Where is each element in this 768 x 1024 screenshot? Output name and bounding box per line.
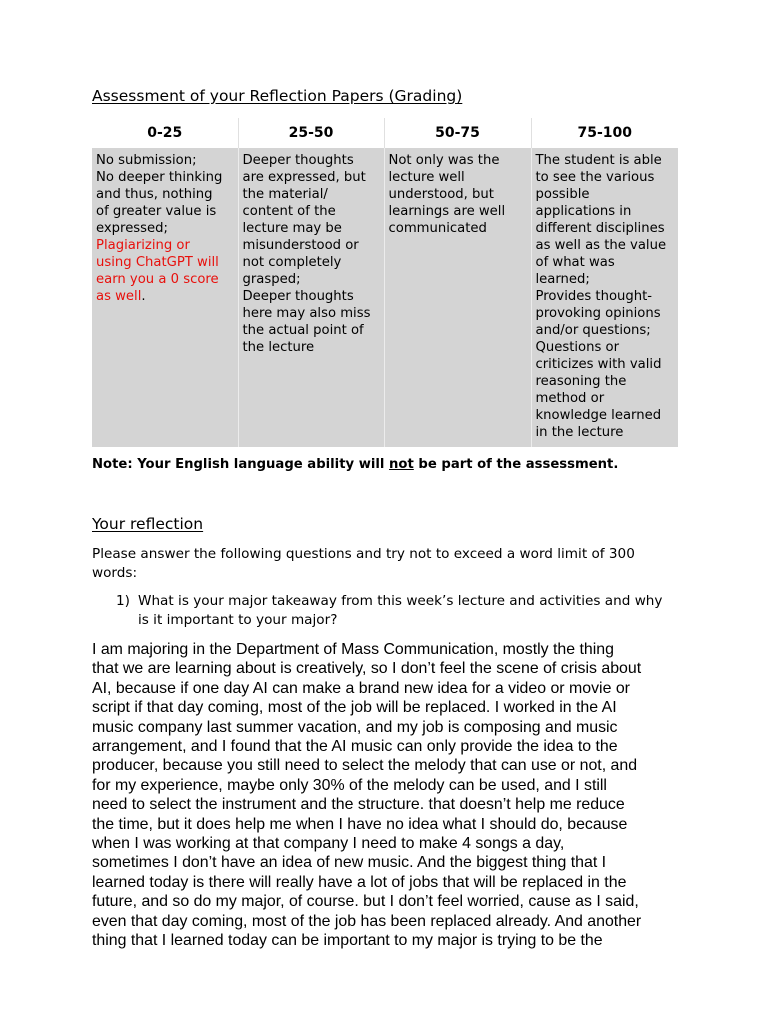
rubric-header-50-75: 50-75 bbox=[384, 118, 531, 148]
cell-line: the actual point of bbox=[242, 323, 364, 338]
question-line: What is your major takeaway from this week’s lecture and activities and why bbox=[138, 593, 663, 609]
answer-line: even that day coming, most of the job has been replaced already. And another bbox=[92, 912, 642, 930]
cell-line: method or bbox=[535, 391, 605, 406]
page-title: Assessment of your Reflection Papers (Grading) bbox=[92, 87, 463, 105]
rubric-cell-50-75 bbox=[384, 148, 531, 447]
answer-line: arrangement, and I found that the AI music can only provide the idea to the bbox=[92, 738, 618, 756]
cell-line: are expressed, but bbox=[242, 170, 366, 185]
cell-line: possible bbox=[535, 187, 590, 202]
cell-line: understood, but bbox=[388, 187, 494, 202]
cell-line: as well as the value bbox=[535, 238, 667, 253]
cell-line: expressed; bbox=[96, 221, 168, 236]
cell-line: Questions or bbox=[535, 340, 620, 355]
cell-line: of what was bbox=[535, 255, 615, 270]
cell-line: Deeper thoughts bbox=[242, 153, 354, 168]
cell-line: not completely bbox=[242, 255, 342, 270]
question-number: 1) bbox=[116, 593, 130, 609]
answer-line: the time, but it does help me when I have no idea what I should do, because bbox=[92, 815, 628, 833]
answer-line: I am majoring in the Department of Mass Communication, mostly the thing bbox=[92, 641, 614, 658]
note-text-after: be part of the assessment. bbox=[413, 457, 619, 472]
cell-line: Provides thought- bbox=[535, 289, 653, 304]
answer-line: music company last summer vacation, and my job is composing and music bbox=[92, 718, 618, 736]
cell-line: applications in bbox=[535, 204, 632, 219]
cell-line: learned; bbox=[535, 272, 590, 287]
cell-line: No deeper thinking bbox=[96, 170, 223, 185]
answer-line: need to select the instrument and the structure. that doesn’t help me reduce bbox=[92, 796, 625, 814]
answer-line: that we are learning about is creatively, so I don’t feel the scene of crisis about bbox=[92, 660, 642, 678]
plagiarism-warning-tail: as well bbox=[96, 289, 142, 304]
question-line: is it important to your major? bbox=[138, 612, 338, 628]
cell-line: knowledge learned bbox=[535, 408, 662, 423]
answer-line: sometimes I don’t have an idea of new music. And the biggest thing that I bbox=[92, 854, 607, 872]
rubric-cell-75-100 bbox=[531, 148, 678, 447]
plagiarism-warning-line: earn you a 0 score bbox=[96, 272, 219, 287]
answer-line: future, and so do my major, of course. but I don’t feel worried, cause as I said, bbox=[92, 893, 639, 911]
period: . bbox=[141, 289, 146, 304]
cell-line: criticizes with valid bbox=[535, 357, 662, 372]
answer-line: when I was working at that company I need to make 4 songs a day, bbox=[92, 835, 565, 853]
rubric-cell-25-50 bbox=[238, 148, 384, 447]
answer-line: thing that I learned today can be important to my major is trying to be the bbox=[92, 932, 603, 950]
cell-line: lecture may be bbox=[242, 221, 342, 236]
reflection-heading: Your reflection bbox=[92, 515, 204, 533]
cell-line: Not only was the bbox=[388, 153, 500, 168]
note-text-before: Note: Your English language ability will bbox=[92, 457, 390, 472]
question-text bbox=[138, 592, 662, 630]
answer-paragraph bbox=[92, 640, 641, 951]
answer-line: learned today is there will really have a lot of jobs that will be replaced in the bbox=[92, 873, 627, 891]
answer-line: script if that day coming, most of the job will be replaced. I worked in the AI bbox=[92, 699, 617, 717]
rubric-cell-0-25 bbox=[92, 148, 238, 447]
cell-line: Deeper thoughts bbox=[242, 289, 354, 304]
rubric-header-25-50: 25-50 bbox=[238, 118, 384, 148]
plagiarism-warning-last-line bbox=[96, 288, 234, 305]
answer-line: for my experience, maybe only 30% of the melody can be used, and I still bbox=[92, 776, 607, 794]
rubric-header-75-100: 75-100 bbox=[531, 118, 678, 148]
plagiarism-warning-line: using ChatGPT will bbox=[96, 255, 219, 270]
rubric-header-row bbox=[92, 118, 678, 148]
cell-line: content of the bbox=[242, 204, 336, 219]
note-emphasis: not bbox=[389, 457, 414, 472]
cell-line: learnings are well bbox=[388, 204, 506, 219]
instructions-line: Please answer the following questions and try not to exceed a word limit of 300 bbox=[92, 546, 635, 562]
assessment-note bbox=[92, 457, 618, 472]
cell-line: in the lecture bbox=[535, 425, 624, 440]
answer-line: producer, because you still need to select the melody that can use or not, and bbox=[92, 757, 638, 775]
cell-line: and/or questions; bbox=[535, 323, 651, 338]
instructions-paragraph bbox=[92, 545, 635, 583]
cell-line: misunderstood or bbox=[242, 238, 359, 253]
cell-line: reasoning the bbox=[535, 374, 627, 389]
cell-line: here may also miss bbox=[242, 306, 371, 321]
rubric-criteria-row bbox=[92, 148, 678, 447]
cell-line: grasped; bbox=[242, 272, 301, 287]
rubric-header-0-25: 0-25 bbox=[92, 118, 238, 148]
cell-line: of greater value is bbox=[96, 204, 217, 219]
cell-line: to see the various bbox=[535, 170, 655, 185]
cell-line: provoking opinions bbox=[535, 306, 661, 321]
cell-line: communicated bbox=[388, 221, 487, 236]
cell-line: the lecture bbox=[242, 340, 315, 355]
plagiarism-warning-line: Plagiarizing or bbox=[96, 238, 190, 253]
cell-line: lecture well bbox=[388, 170, 465, 185]
cell-line: different disciplines bbox=[535, 221, 665, 236]
cell-line: and thus, nothing bbox=[96, 187, 213, 202]
grading-rubric-table bbox=[92, 118, 678, 447]
cell-line: No submission; bbox=[96, 153, 197, 168]
cell-line: The student is able bbox=[535, 153, 662, 168]
cell-line: the material/ bbox=[242, 187, 328, 202]
answer-line: AI, because if one day AI can make a brand new idea for a video or movie or bbox=[92, 679, 630, 697]
instructions-line: words: bbox=[92, 565, 138, 581]
